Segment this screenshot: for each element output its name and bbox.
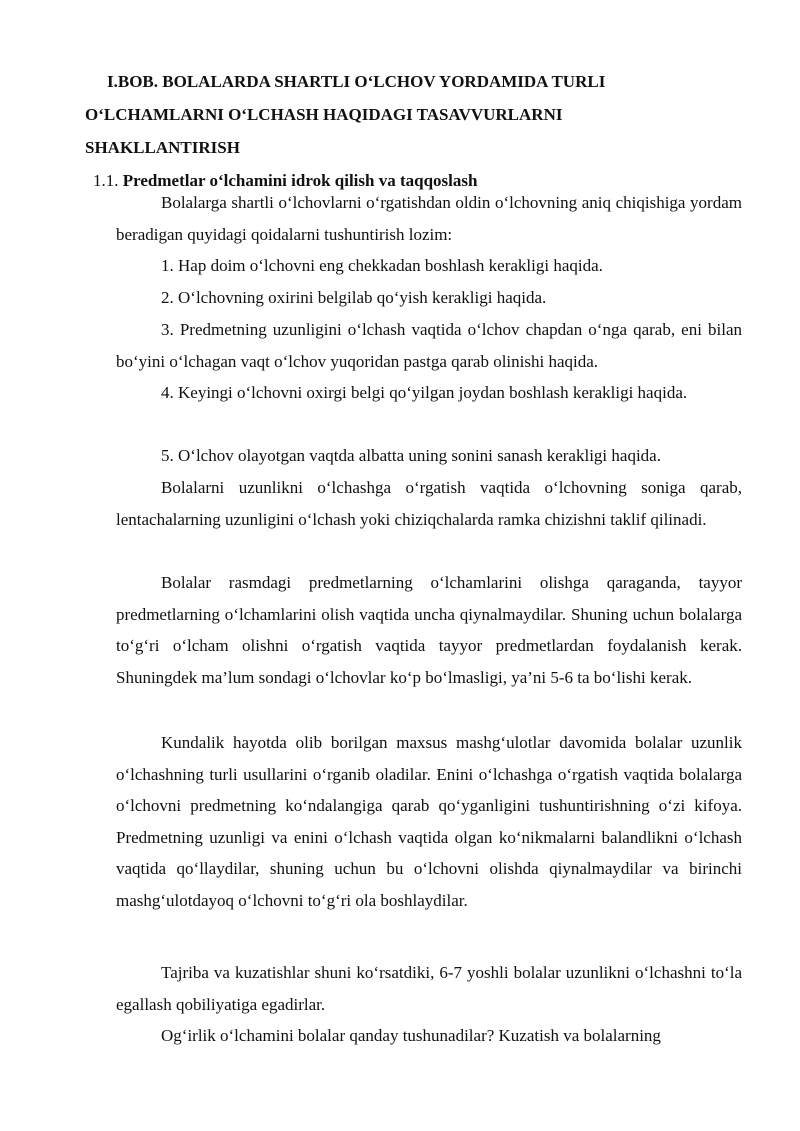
body-paragraph-4: Tajriba va kuzatishlar shuni ko‘rsatdiki, 6-7 yoshli bolalar uzunlikni o‘lchashni to‘la egallash qobiliyatiga egadirlar. [116,963,742,1014]
body-paragraph-3: Kundalik hayotda olib borilgan maxsus mashg‘ulotlar davomida bolalar uzunlik o‘lchashning turli usullarini o‘rganib oladilar. Enini o‘lchashga o‘rgatish vaqtida bolalarga o‘lchovni predmetning ko‘ndalangiga qarab qo‘yganligini tushuntirishning o‘zi kifoya. Predmetning uzunligi va enini o‘lchash vaqtida olgan ko‘nikmalarni balandlikni o‘lchash vaqtida qo‘llaydilar, shuning uchun bu o‘lchovni olishda qiynalmaydilar va birinchi mashg‘ulotdayoq o‘lchovni to‘g‘ri ola boshlaydilar. [116,733,742,910]
body-paragraph-5: Og‘irlik o‘lchamini bolalar qanday tushunadilar? Kuzatish va bolalarning [161,1026,661,1045]
rule-item-2: 2. O‘lchovning oxirini belgilab qo‘yish kerakligi haqida. [161,288,547,307]
body-paragraph-1: Bolalarni uzunlikni o‘lchashga o‘rgatish vaqtida o‘lchovning soniga qarab, lentachalarning uzunligini o‘lchash yoki chiziqchalarda ramka chizishni taklif qilinadi. [116,478,742,529]
rule-item-4: 4. Keyingi o‘lchovni oxirgi belgi qo‘yilgan joydan boshlash kerakligi haqida. [161,383,688,402]
rule-item-3: 3. Predmetning uzunligini o‘lchash vaqtida o‘lchov chapdan o‘nga qarab, eni bilan bo‘yini o‘lchagan vaqt o‘lchov yuqoridan pastga qarab olinishi haqida. [116,320,742,371]
chapter-heading-line-2: O‘LCHAMLARNI O‘LCHASH HAQIDAGI TASAVVURLARNI [85,105,563,124]
rule-item-1: 1. Hap doim o‘lchovni eng chekkadan boshlash kerakligi haqida. [161,256,603,275]
chapter-heading-line-3: SHAKLLANTIRISH [85,138,240,157]
body-paragraph-2: Bolalar rasmdagi predmetlarning o‘lchamlarini olishga qaraganda, tayyor predmetlarning o‘lchamlarini olish vaqtida uncha qiynalmaydilar. Shuning uchun bolalarga to‘g‘ri o‘lcham olishni o‘rgatish vaqtida tayyor predmetlardan foydalanish kerak. Shuningdek ma’lum sondagi o‘lchovlar ko‘p bo‘lmasligi, ya’ni 5-6 ta bo‘lishi kerak. [116,573,742,687]
section-title: Predmetlar o‘lchamini idrok qilish va taqqoslash [122,171,478,190]
intro-paragraph: Bolalarga shartli o‘lchovlarni o‘rgatishdan oldin o‘lchovning aniq chiqishiga yordam beradigan quyidagi qoidalarni tushuntirish lozim: [116,193,742,244]
section-number: 1.1. [93,171,119,190]
rule-item-5: 5. O‘lchov olayotgan vaqtda albatta uning sonini sanash kerakligi haqida. [161,446,661,465]
chapter-heading-line-1: I.BOB. BOLALARDA SHARTLI O‘LCHOV YORDAMIDA TURLI [107,72,606,91]
